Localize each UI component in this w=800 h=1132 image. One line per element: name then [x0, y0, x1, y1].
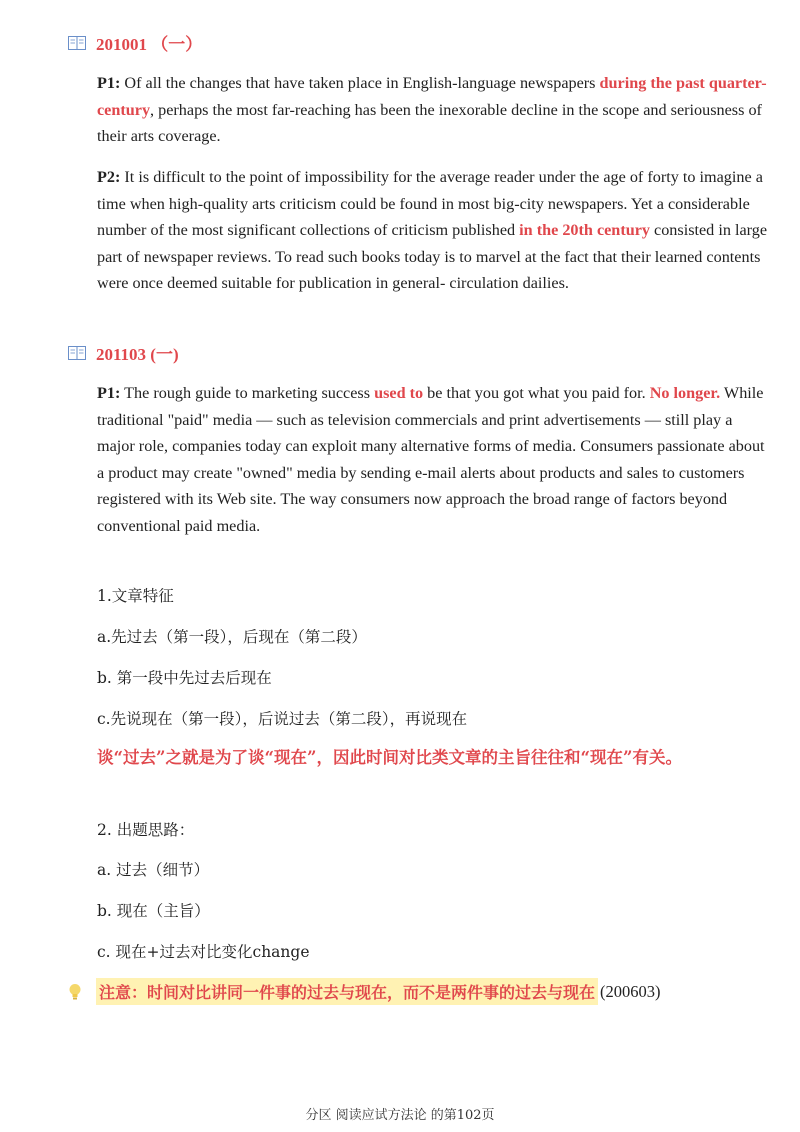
section-heading-201001 — [68, 30, 202, 55]
page-footer: 分区 阅读应试方法论 的第102页 — [305, 1108, 495, 1123]
highlight-phrase: used to — [374, 384, 424, 402]
paragraph-label: P2: — [97, 168, 121, 186]
approach-item-b: b. 现在（主旨） — [97, 902, 210, 920]
book-icon — [68, 346, 86, 360]
approach-item-a: a. 过去（细节） — [97, 861, 210, 879]
analysis-key-point: 谈“过去”之就是为了谈“现在”，因此时间对比类文章的主旨往往和“现在”有关。 — [97, 748, 682, 767]
analysis-item-c: c.先说现在（第一段），后说过去（第二段），再说现在 — [97, 710, 468, 728]
highlight-phrase: No longer. — [649, 384, 721, 402]
analysis-title-approach: 2. 出题思路： — [97, 821, 195, 839]
paragraph-201001-p2 — [97, 164, 769, 297]
lightbulb-icon — [68, 983, 82, 1001]
note-code: (200603) — [600, 981, 661, 1001]
section-heading-text: 201001 （一） — [96, 35, 203, 54]
analysis-item-a: a.先过去（第一段），后现在（第二段） — [97, 628, 367, 646]
highlight-phrase: during the past quarter-century — [97, 74, 767, 119]
book-icon — [68, 36, 86, 50]
paragraph-text: While traditional "paid" media — such as television commercials and print advertisements — still play a major role, companies today can exploit many alternative forms of media. Consumers passionate about a product may create "owned" media by sending e-mail alerts about products and sales to customers registered with its Web site. The way consumers now approach the broad range of factors beyond conventional paid media. — [97, 384, 765, 535]
note-line — [68, 978, 661, 1005]
highlight-phrase: in the 20th century — [519, 221, 650, 240]
paragraph-201001-p1 — [97, 70, 769, 150]
paragraph-text: , perhaps the most far-reaching has been the inexorable decline in the scope and seriousness of their arts coverage. — [97, 100, 762, 146]
analysis-item-b: b. 第一段中先过去后现在 — [97, 669, 272, 687]
analysis-title-features: 1.文章特征 — [97, 587, 174, 605]
paragraph-201103-p1 — [97, 380, 769, 540]
approach-item-c: c. 现在+过去对比变化change — [97, 943, 310, 961]
paragraph-label: P1: — [97, 74, 121, 92]
note-text: 注意：时间对比讲同一件事的过去与现在，而不是两件事的过去与现在 — [96, 978, 598, 1005]
paragraph-text: Of all the changes that have taken place in English-language newspapers — [120, 74, 600, 92]
paragraph-text: It is difficult to the point of impossibility for the average reader under the age of forty to imagine a time when high-quality arts criticism could be found in most big-city newspapers. Yet a considerable number of the most significant collections of criticism published — [97, 168, 763, 240]
paragraph-text: be that you got what you paid for. — [423, 384, 650, 402]
section-heading-201103 — [68, 340, 179, 365]
paragraph-text: The rough guide to marketing success — [120, 384, 375, 402]
paragraph-text: consisted in large part of newspaper reviews. To read such books today is to marvel at the fact that their learned contents were once deemed suitable for publication in general- circulation dailies. — [97, 221, 768, 293]
section-heading-text: 201103 (一) — [96, 345, 179, 364]
paragraph-label: P1: — [97, 384, 121, 402]
